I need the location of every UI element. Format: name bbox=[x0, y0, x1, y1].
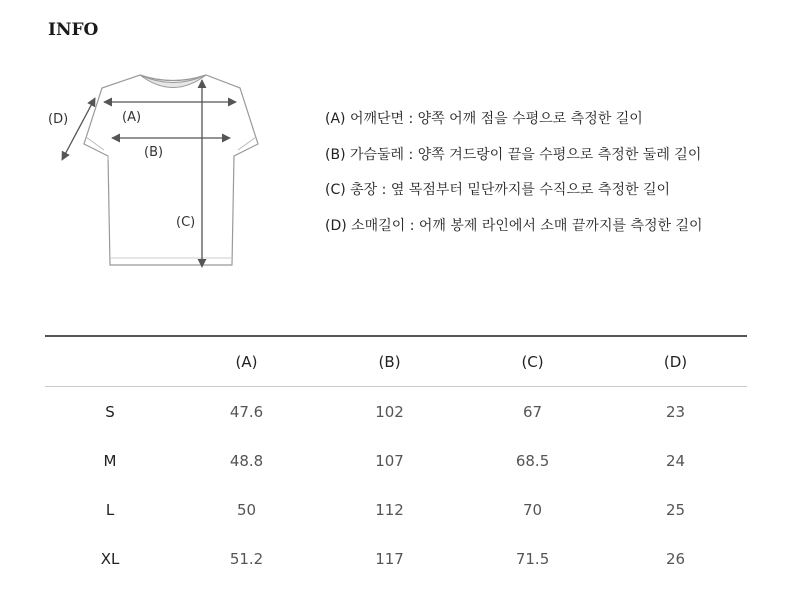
tshirt-outline bbox=[84, 75, 258, 265]
cell-d: 23 bbox=[665, 402, 686, 421]
cell-c: 71.5 bbox=[515, 549, 550, 568]
size-label: M bbox=[103, 451, 117, 470]
table-row bbox=[45, 387, 747, 437]
header-size bbox=[45, 336, 175, 387]
desc-a: (A) 어깨단면 : 양쪽 어깨 점을 수평으로 측정한 길이 bbox=[325, 111, 643, 127]
size-label: L bbox=[105, 500, 115, 519]
desc-b: (B) 가슴둘레 : 양쪽 겨드랑이 끝을 수평으로 측정한 둘레 길이 bbox=[325, 146, 702, 163]
cell-a: 48.8 bbox=[229, 451, 264, 470]
table-header-row bbox=[45, 336, 747, 387]
cell-a: 47.6 bbox=[229, 402, 264, 421]
label-a: (A) bbox=[122, 110, 142, 125]
cell-b: 107 bbox=[375, 451, 404, 470]
label-d: (D) bbox=[48, 112, 69, 127]
table-row bbox=[45, 534, 747, 583]
cell-a: 51.2 bbox=[229, 549, 264, 568]
table-row bbox=[45, 436, 747, 485]
desc-c: (C) 총장 : 옆 목점부터 밑단까지를 수직으로 측정한 길이 bbox=[325, 182, 671, 198]
info-title: INFO bbox=[48, 20, 99, 40]
cell-d: 25 bbox=[665, 500, 686, 519]
cell-b: 102 bbox=[375, 402, 404, 421]
label-b: (B) bbox=[144, 145, 164, 160]
cell-c: 68.5 bbox=[515, 451, 550, 470]
cell-b: 112 bbox=[375, 500, 404, 519]
cell-a: 50 bbox=[236, 500, 257, 519]
table-row bbox=[45, 485, 747, 534]
cell-d: 24 bbox=[665, 451, 686, 470]
header-b: (B) bbox=[318, 336, 461, 387]
tshirt-measurement-diagram bbox=[40, 60, 300, 290]
label-c: (C) bbox=[176, 215, 196, 230]
size-label: S bbox=[105, 402, 115, 421]
header-d: (D) bbox=[604, 336, 747, 387]
header-c: (C) bbox=[461, 336, 604, 387]
cell-b: 117 bbox=[375, 549, 404, 568]
size-table bbox=[45, 335, 747, 583]
desc-d: (D) 소매길이 : 어깨 봉제 라인에서 소매 끝까지를 측정한 길이 bbox=[325, 217, 703, 234]
size-label: XL bbox=[100, 549, 120, 568]
measurement-descriptions bbox=[325, 106, 703, 248]
header-a: (A) bbox=[175, 336, 318, 387]
cell-d: 26 bbox=[665, 549, 686, 568]
cell-c: 70 bbox=[523, 500, 543, 519]
cell-c: 67 bbox=[523, 402, 543, 421]
